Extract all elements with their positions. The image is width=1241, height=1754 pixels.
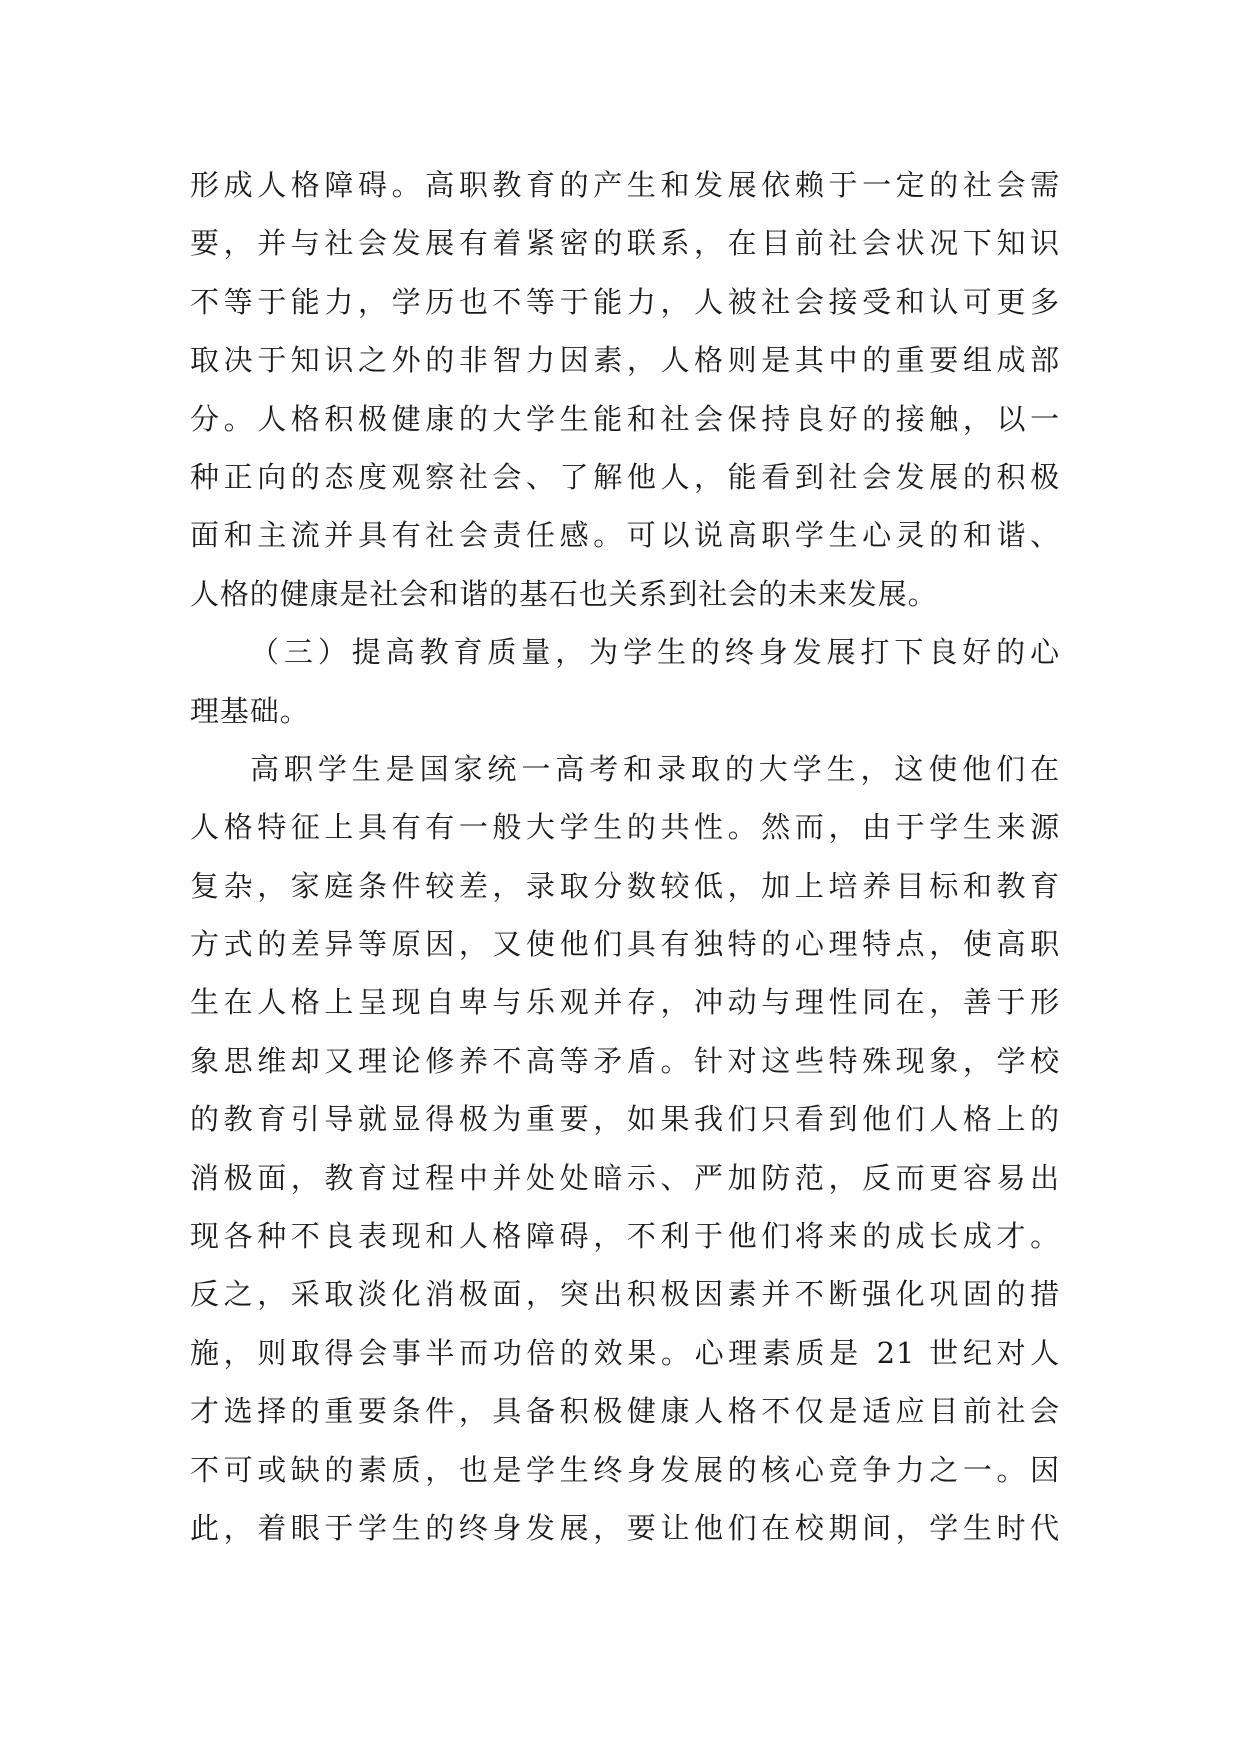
text-line: 人格特征上具有有一般大学生的共性。然而，由于学生来源 (190, 810, 1060, 845)
text-line: 人格的健康是社会和谐的基石也关系到社会的未来发展。 (190, 576, 938, 611)
text-line: 取决于知识之外的非智力因素，人格则是其中的重要组成部 (190, 343, 1060, 378)
text-line: 象思维却又理论修养不高等矛盾。针对这些特殊现象，学校 (190, 1043, 1060, 1078)
text-line: 形成人格障碍。高职教育的产生和发展依赖于一定的社会需 (190, 168, 1060, 202)
text-line: 要，并与社会发展有着紧密的联系，在目前社会状况下知识 (190, 226, 1060, 261)
paragraph-first-line: 高职学生是国家统一高考和录取的大学生，这使他们在 (250, 751, 1060, 786)
text-line: 反之，采取淡化消极面，突出积极因素并不断强化巩固的措 (190, 1277, 1060, 1312)
text-line: 此，着眼于学生的终身发展，要让他们在校期间，学生时代 (190, 1510, 1060, 1545)
text-line: 的教育引导就显得极为重要，如果我们只看到他们人格上的 (190, 1102, 1060, 1137)
text-line: 现各种不良表现和人格障碍，不利于他们将来的成长成才。 (190, 1219, 1060, 1254)
text-line: 不可或缺的素质，也是学生终身发展的核心竞争力之一。因 (190, 1452, 1060, 1487)
section-heading-line: （三）提高教育质量，为学生的终身发展打下良好的心 (250, 635, 1060, 670)
text-line: 面和主流并具有社会责任感。可以说高职学生心灵的和谐、 (190, 518, 1060, 553)
section-heading-line: 理基础。 (190, 693, 310, 728)
text-line: 方式的差异等原因，又使他们具有独特的心理特点，使高职 (190, 927, 1060, 962)
text-line: 复杂，家庭条件较差，录取分数较低，加上培养目标和教育 (190, 868, 1060, 903)
text-line: 生在人格上呈现自卑与乐观并存，冲动与理性同在，善于形 (190, 985, 1060, 1020)
text-line: 才选择的重要条件，具备积极健康人格不仅是适应目前社会 (190, 1394, 1060, 1429)
text-line: 施，则取得会事半而功倍的效果。心理素质是 21 世纪对人 (190, 1335, 1060, 1370)
body-text (190, 156, 1060, 1557)
text-line: 分。人格积极健康的大学生能和社会保持良好的接触，以一 (190, 401, 1060, 436)
text-line: 不等于能力，学历也不等于能力，人被社会接受和认可更多 (190, 284, 1060, 319)
text-line: 种正向的态度观察社会、了解他人，能看到社会发展的积极 (190, 459, 1060, 494)
text-line: 消极面，教育过程中并处处暗示、严加防范，反而更容易出 (190, 1160, 1060, 1195)
